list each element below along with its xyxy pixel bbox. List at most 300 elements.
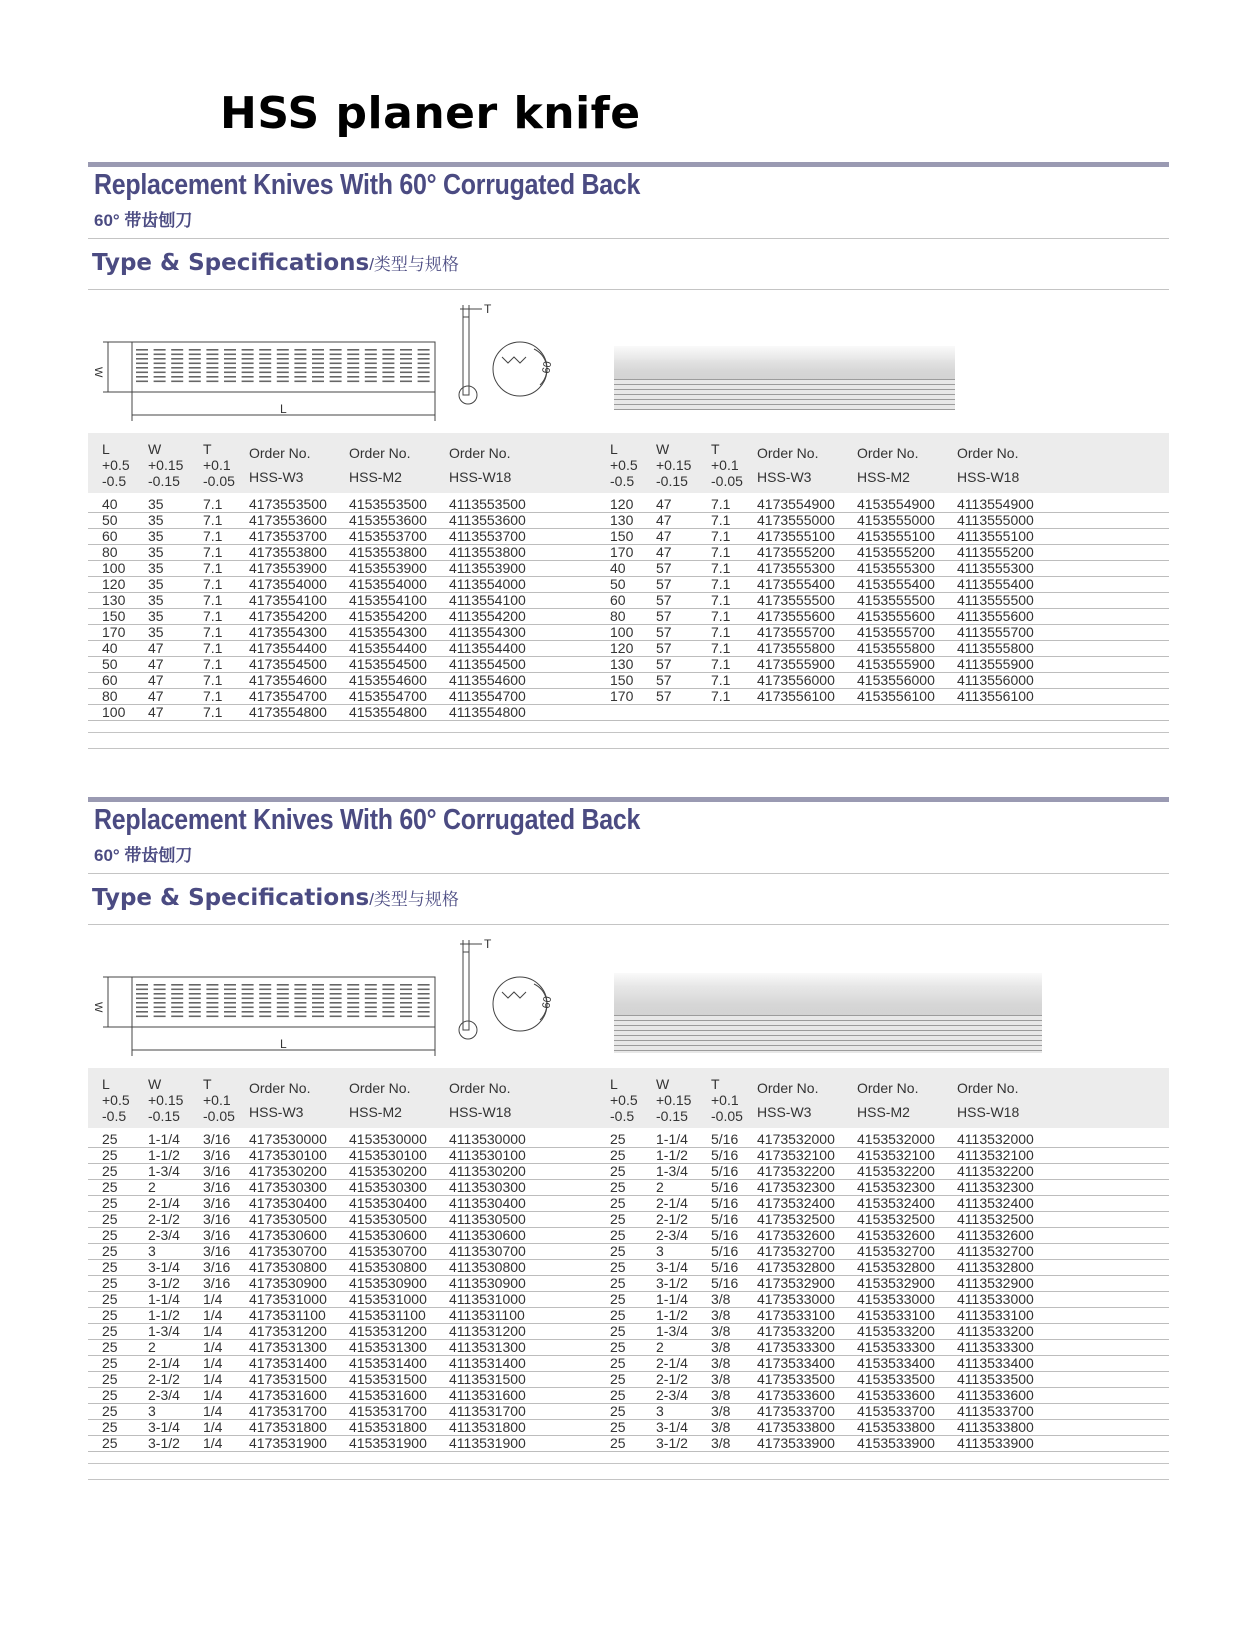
cell-l: 80 [610, 608, 626, 624]
corrugation-slot [189, 984, 201, 986]
table-row [88, 608, 1169, 625]
cell-l: 25 [102, 1403, 118, 1419]
corrugation-slot [242, 376, 254, 378]
cell-order-w18: 4113555700 [957, 624, 1034, 640]
cell-l: 25 [102, 1227, 118, 1243]
cell-order-w18: 4113553600 [449, 512, 526, 528]
corrugation-slot [259, 989, 271, 991]
cell-l: 80 [102, 544, 118, 560]
cell-order-m2: 4153554900 [857, 496, 935, 512]
corrugation-slot [347, 993, 359, 995]
corrugation-slot [154, 367, 166, 369]
cell-order-m2: 4153555000 [857, 512, 935, 528]
corrugation-slot [136, 984, 148, 986]
cell-l: 170 [610, 688, 634, 704]
cell-w: 2-3/4 [148, 1227, 180, 1243]
cell-w: 1-1/2 [656, 1147, 688, 1163]
corrugation-slot [206, 354, 218, 356]
cell-order-w3: 4173531400 [249, 1355, 327, 1371]
corrugation-slot [312, 1007, 324, 1009]
corrugation-slot [382, 372, 394, 374]
corrugation-slot [154, 372, 166, 374]
header-w3 [757, 1076, 818, 1124]
cell-l: 40 [102, 496, 118, 512]
cell-order-w18: 4113553900 [449, 560, 526, 576]
cell-t: 1/4 [203, 1371, 223, 1387]
section-subheading: 60° 带齿刨刀 [94, 846, 193, 865]
corrugation-slot [224, 989, 236, 991]
header-l [102, 441, 130, 489]
corrugation-slot [365, 363, 377, 365]
cell-order-w3: 4173531100 [249, 1307, 326, 1323]
cell-l: 25 [610, 1243, 626, 1259]
corrugation-slot [330, 993, 342, 995]
corrugation-slot [189, 349, 201, 351]
cell-t: 3/8 [711, 1419, 731, 1435]
cell-l: 25 [610, 1387, 626, 1403]
cell-order-w18: 4113554100 [449, 592, 526, 608]
corrugation-slot [277, 1007, 289, 1009]
w-label: W [92, 1002, 104, 1013]
cell-t: 5/16 [711, 1195, 739, 1211]
corrugation-slot [382, 363, 394, 365]
cell-l: 40 [610, 560, 626, 576]
corrugation-slot [400, 363, 412, 365]
cell-w: 1-1/4 [656, 1291, 688, 1307]
table-row [88, 496, 1169, 513]
cell-w: 47 [148, 704, 164, 720]
cell-t: 7.1 [203, 672, 223, 688]
cell-w: 57 [656, 624, 672, 640]
cell-t: 3/16 [203, 1227, 231, 1243]
corrugation-slot [400, 367, 412, 369]
cell-order-m2: 4153555400 [857, 576, 935, 592]
cell-order-w18: 4113556000 [957, 672, 1034, 688]
header-l-label: L [102, 441, 110, 457]
header-t-tol-plus: +0.1 [203, 457, 231, 473]
cell-t: 7.1 [203, 528, 223, 544]
corrugation-slot [418, 381, 430, 383]
cell-order-m2: 4153530000 [349, 1131, 427, 1147]
cell-order-m2: 4153555200 [857, 544, 935, 560]
cell-w: 2 [656, 1179, 664, 1195]
cell-order-w3: 4173553600 [249, 512, 327, 528]
corrugation-slot [259, 1007, 271, 1009]
corrugation-slot [189, 1016, 201, 1018]
cell-l: 25 [102, 1371, 118, 1387]
header-l-label: L [610, 441, 618, 457]
cell-w: 1-1/2 [656, 1307, 688, 1323]
corrugation-slot [400, 376, 412, 378]
cell-order-w18: 4113533800 [957, 1419, 1034, 1435]
corrugation-slot [365, 372, 377, 374]
header-t-tol-minus: -0.05 [203, 1108, 235, 1124]
tooth-profile [502, 357, 526, 363]
cell-order-m2: 4153555700 [857, 624, 935, 640]
cell-order-w3: 4173531700 [249, 1403, 327, 1419]
corrugation-slot [330, 984, 342, 986]
cell-order-m2: 4153531200 [349, 1323, 427, 1339]
cell-w: 47 [656, 512, 672, 528]
cell-l: 100 [102, 560, 126, 576]
cell-w: 35 [148, 528, 164, 544]
cell-order-w3: 4173554500 [249, 656, 327, 672]
cell-order-w3: 4173530600 [249, 1227, 327, 1243]
corrugation-slot [277, 1016, 289, 1018]
cell-t: 3/16 [203, 1147, 231, 1163]
spec-heading [92, 885, 459, 911]
corrugation-slot [382, 376, 394, 378]
cell-order-w18: 4113533500 [957, 1371, 1034, 1387]
cell-t: 1/4 [203, 1339, 223, 1355]
corrugation-slot [277, 984, 289, 986]
cell-t: 1/4 [203, 1355, 223, 1371]
cell-l: 25 [102, 1419, 118, 1435]
header-w3 [249, 1076, 310, 1124]
table-row [88, 1403, 1169, 1420]
cell-order-m2: 4153530300 [349, 1179, 427, 1195]
divider [88, 732, 1169, 733]
corrugation-slot [294, 1007, 306, 1009]
cell-w: 35 [148, 592, 164, 608]
table-row [88, 640, 1169, 657]
header-w18-grade: HSS-W18 [449, 1104, 512, 1120]
spec-title: Type & Specifications [92, 885, 370, 911]
corrugation-slot [206, 381, 218, 383]
corrugation-slot [189, 998, 201, 1000]
corrugation-slot [277, 993, 289, 995]
corrugation-slot [136, 1002, 148, 1004]
cell-w: 47 [148, 672, 164, 688]
corrugation-slot [277, 989, 289, 991]
cell-w: 2-1/2 [656, 1371, 688, 1387]
cell-order-m2: 4153555500 [857, 592, 935, 608]
corrugation-slot [171, 381, 183, 383]
cell-order-m2: 4153555100 [857, 528, 935, 544]
corrugation-slot [224, 381, 236, 383]
cell-order-w3: 4173532900 [757, 1275, 835, 1291]
cell-l: 25 [610, 1419, 626, 1435]
corrugation-slot [312, 372, 324, 374]
cell-l: 150 [610, 528, 634, 544]
corrugation-slot [171, 1016, 183, 1018]
header-m2-grade: HSS-M2 [857, 469, 910, 485]
corrugation-slot [347, 1011, 359, 1013]
corrugation-slot [259, 363, 271, 365]
header-w [656, 1076, 691, 1124]
cell-w: 2-3/4 [656, 1227, 688, 1243]
cell-order-w18: 4113533400 [957, 1355, 1034, 1371]
cell-order-w3: 4173555000 [757, 512, 835, 528]
cell-w: 3-1/2 [656, 1275, 688, 1291]
corrugation-slot [312, 363, 324, 365]
spec-subtitle: /类型与规格 [369, 255, 459, 274]
cell-t: 3/16 [203, 1195, 231, 1211]
cell-order-w3: 4173532600 [757, 1227, 835, 1243]
corrugation-slot [224, 363, 236, 365]
spec-heading [92, 250, 459, 276]
corrugation-slot [312, 376, 324, 378]
w-label: W [92, 367, 104, 378]
corrugation-slot [189, 376, 201, 378]
cell-l: 25 [610, 1163, 626, 1179]
cell-w: 35 [148, 576, 164, 592]
corrugation-slot [382, 989, 394, 991]
header-w3 [249, 441, 310, 489]
cell-order-m2: 4153532400 [857, 1195, 935, 1211]
cell-order-m2: 4153556100 [857, 688, 935, 704]
cell-order-w18: 4113531200 [449, 1323, 526, 1339]
cell-t: 7.1 [203, 656, 223, 672]
header-w-tol-plus: +0.15 [148, 1092, 184, 1108]
cell-order-w3: 4173555500 [757, 592, 835, 608]
corrugation-slot [400, 989, 412, 991]
cell-order-m2: 4153532100 [857, 1147, 935, 1163]
cell-order-w3: 4173530800 [249, 1259, 327, 1275]
cell-order-w3: 4173555100 [757, 528, 835, 544]
header-t-label: T [711, 1076, 720, 1092]
corrugation-slot [365, 367, 377, 369]
cell-w: 2-3/4 [656, 1387, 688, 1403]
corrugation-slot [224, 354, 236, 356]
corrugation-slot [242, 363, 254, 365]
cell-w: 1-3/4 [148, 1323, 180, 1339]
corrugation-slot [136, 363, 148, 365]
table-row [88, 1371, 1169, 1388]
corrugation-slot [154, 998, 166, 1000]
corrugation-slot [154, 984, 166, 986]
cell-order-w18: 4113555300 [957, 560, 1034, 576]
header-l-tol-minus: -0.5 [610, 1108, 635, 1124]
corrugation-slot [347, 984, 359, 986]
corrugation-slot [418, 1002, 430, 1004]
cell-t: 5/16 [711, 1259, 739, 1275]
corrugation-slot [418, 1016, 430, 1018]
table-row [88, 560, 1169, 577]
divider [88, 748, 1169, 749]
corrugation-slot [294, 381, 306, 383]
corrugation-slot [259, 367, 271, 369]
cell-t: 3/16 [203, 1259, 231, 1275]
corrugation-slot [189, 993, 201, 995]
corrugation-slot [347, 381, 359, 383]
spec-section [88, 797, 1169, 1457]
corrugation-slot [206, 998, 218, 1000]
header-m2-grade: HSS-M2 [857, 1104, 910, 1120]
cell-w: 1-3/4 [148, 1163, 180, 1179]
angle-label: 60 [540, 360, 555, 375]
cell-order-w3: 4173530100 [249, 1147, 327, 1163]
table-row [88, 1259, 1169, 1276]
cell-order-w18: 4113531600 [449, 1387, 526, 1403]
corrugation-slot [154, 993, 166, 995]
cell-w: 57 [656, 672, 672, 688]
cell-t: 7.1 [203, 512, 223, 528]
cell-order-m2: 4153533900 [857, 1435, 935, 1451]
detail-circle [493, 977, 547, 1031]
header-t-tol-plus: +0.1 [203, 1092, 231, 1108]
cell-t: 5/16 [711, 1211, 739, 1227]
knife-technical-drawing [88, 932, 588, 1062]
spec-title: Type & Specifications [92, 250, 370, 276]
knife-technical-drawing [88, 297, 588, 427]
cell-order-w18: 4113554800 [449, 704, 526, 720]
cell-order-w3: 4173533300 [757, 1339, 835, 1355]
corrugation-slot [277, 354, 289, 356]
header-l-tol-plus: +0.5 [610, 457, 638, 473]
angle-label: 60 [540, 995, 555, 1010]
table-row [88, 1243, 1169, 1260]
divider [88, 1479, 1169, 1480]
corrugation-slot [154, 989, 166, 991]
cell-t: 7.1 [711, 560, 731, 576]
header-w-tol-minus: -0.15 [656, 1108, 688, 1124]
cell-t: 7.1 [711, 624, 731, 640]
cell-order-w18: 4113532900 [957, 1275, 1034, 1291]
corrugation-slot [400, 358, 412, 360]
corrugation-slot [259, 349, 271, 351]
cell-order-w18: 4113533900 [957, 1435, 1034, 1451]
corrugation-slot [136, 1016, 148, 1018]
corrugation-slot [312, 984, 324, 986]
cell-order-w18: 4113530800 [449, 1259, 526, 1275]
cell-w: 2 [656, 1339, 664, 1355]
cell-order-w3: 4173555400 [757, 576, 835, 592]
corrugation-slot [418, 984, 430, 986]
page-title: HSS planer knife [220, 88, 641, 139]
corrugation-slot [136, 993, 148, 995]
cell-w: 1-1/4 [148, 1131, 180, 1147]
cell-w: 57 [656, 608, 672, 624]
cell-order-w3: 4173531800 [249, 1419, 327, 1435]
cell-w: 2-1/4 [656, 1195, 688, 1211]
header-m2 [857, 1076, 918, 1124]
cell-l: 40 [102, 640, 118, 656]
cell-t: 7.1 [711, 656, 731, 672]
header-w-tol-plus: +0.15 [656, 1092, 692, 1108]
cell-w: 35 [148, 544, 164, 560]
corrugation-slot [365, 993, 377, 995]
corrugation-slot [136, 349, 148, 351]
cell-order-m2: 4153555600 [857, 608, 935, 624]
table-row [88, 1163, 1169, 1180]
cell-order-w3: 4173554800 [249, 704, 327, 720]
corrugation-slot [294, 984, 306, 986]
corrugation-slot [418, 993, 430, 995]
corrugation-slot [312, 1011, 324, 1013]
table-row [88, 1195, 1169, 1212]
corrugation-slot [312, 349, 324, 351]
cell-t: 3/16 [203, 1211, 231, 1227]
section-subheading: 60° 带齿刨刀 [94, 211, 193, 230]
cell-order-w18: 4113530200 [449, 1163, 526, 1179]
cell-order-w18: 4113554200 [449, 608, 526, 624]
cell-order-w18: 4113532200 [957, 1163, 1034, 1179]
header-t [711, 1076, 743, 1124]
cell-order-w3: 4173554600 [249, 672, 327, 688]
corrugation-slot [294, 993, 306, 995]
corrugation-slot [382, 993, 394, 995]
corrugation-slot [418, 367, 430, 369]
corrugation-slot [294, 372, 306, 374]
header-t-label: T [203, 1076, 212, 1092]
corrugation-slot [154, 358, 166, 360]
corrugation-slot [294, 363, 306, 365]
corrugation-slot [206, 993, 218, 995]
header-l-tol-plus: +0.5 [610, 1092, 638, 1108]
cell-l: 130 [102, 592, 126, 608]
corrugation-slot [171, 376, 183, 378]
header-w18-label: Order No. [957, 1080, 1019, 1096]
cell-w: 1-3/4 [656, 1323, 688, 1339]
corrugation-slot [242, 358, 254, 360]
table-row [88, 1339, 1169, 1356]
cell-order-w18: 4113531700 [449, 1403, 526, 1419]
cell-order-w18: 4113531800 [449, 1419, 526, 1435]
cell-order-w3: 4173533100 [757, 1307, 835, 1323]
cell-l: 25 [610, 1147, 626, 1163]
cell-order-m2: 4153532000 [857, 1131, 935, 1147]
cell-order-m2: 4153554000 [349, 576, 427, 592]
cell-order-m2: 4153555900 [857, 656, 935, 672]
corrugation-slot [136, 358, 148, 360]
corrugation-slot [365, 1007, 377, 1009]
corrugation-slot [171, 993, 183, 995]
corrugation-slot [365, 1016, 377, 1018]
corrugation-slot [259, 998, 271, 1000]
cell-order-m2: 4153530900 [349, 1275, 427, 1291]
cell-l: 25 [102, 1243, 118, 1259]
header-w3-grade: HSS-W3 [249, 469, 304, 485]
cell-w: 47 [656, 528, 672, 544]
cell-order-m2: 4153530500 [349, 1211, 427, 1227]
corrugation-slot [347, 1007, 359, 1009]
cell-order-w18: 4113554300 [449, 624, 526, 640]
corrugation-slot [242, 349, 254, 351]
corrugation-slot [136, 989, 148, 991]
corrugation-slot [259, 354, 271, 356]
cell-w: 2 [148, 1179, 156, 1195]
cell-l: 25 [610, 1435, 626, 1451]
corrugation-slot [312, 1002, 324, 1004]
corrugation-slot [259, 358, 271, 360]
cell-order-m2: 4153553800 [349, 544, 427, 560]
corrugation-slot [242, 372, 254, 374]
cell-w: 2-1/4 [148, 1195, 180, 1211]
corrugation-slot [189, 358, 201, 360]
table-row [88, 1211, 1169, 1228]
header-w3-grade: HSS-W3 [757, 1104, 812, 1120]
cell-t: 3/16 [203, 1243, 231, 1259]
cell-order-m2: 4153530100 [349, 1147, 427, 1163]
corrugation-slot [312, 998, 324, 1000]
divider [88, 873, 1169, 874]
cell-order-m2: 4153533800 [857, 1419, 935, 1435]
section-heading: Replacement Knives With 60° Corrugated Back [94, 804, 641, 836]
cell-order-w18: 4113533300 [957, 1339, 1034, 1355]
cell-order-w3: 4173554900 [757, 496, 835, 512]
corrugation-slot [171, 989, 183, 991]
corrugation-slot [418, 358, 430, 360]
corrugation-slot [347, 367, 359, 369]
cell-order-w3: 4173556000 [757, 672, 835, 688]
corrugation-slot [330, 367, 342, 369]
corrugation-slot [224, 367, 236, 369]
corrugation-slot [382, 358, 394, 360]
corrugation-slot [347, 989, 359, 991]
corrugation-slot [330, 381, 342, 383]
cell-order-w3: 4173531900 [249, 1435, 327, 1451]
